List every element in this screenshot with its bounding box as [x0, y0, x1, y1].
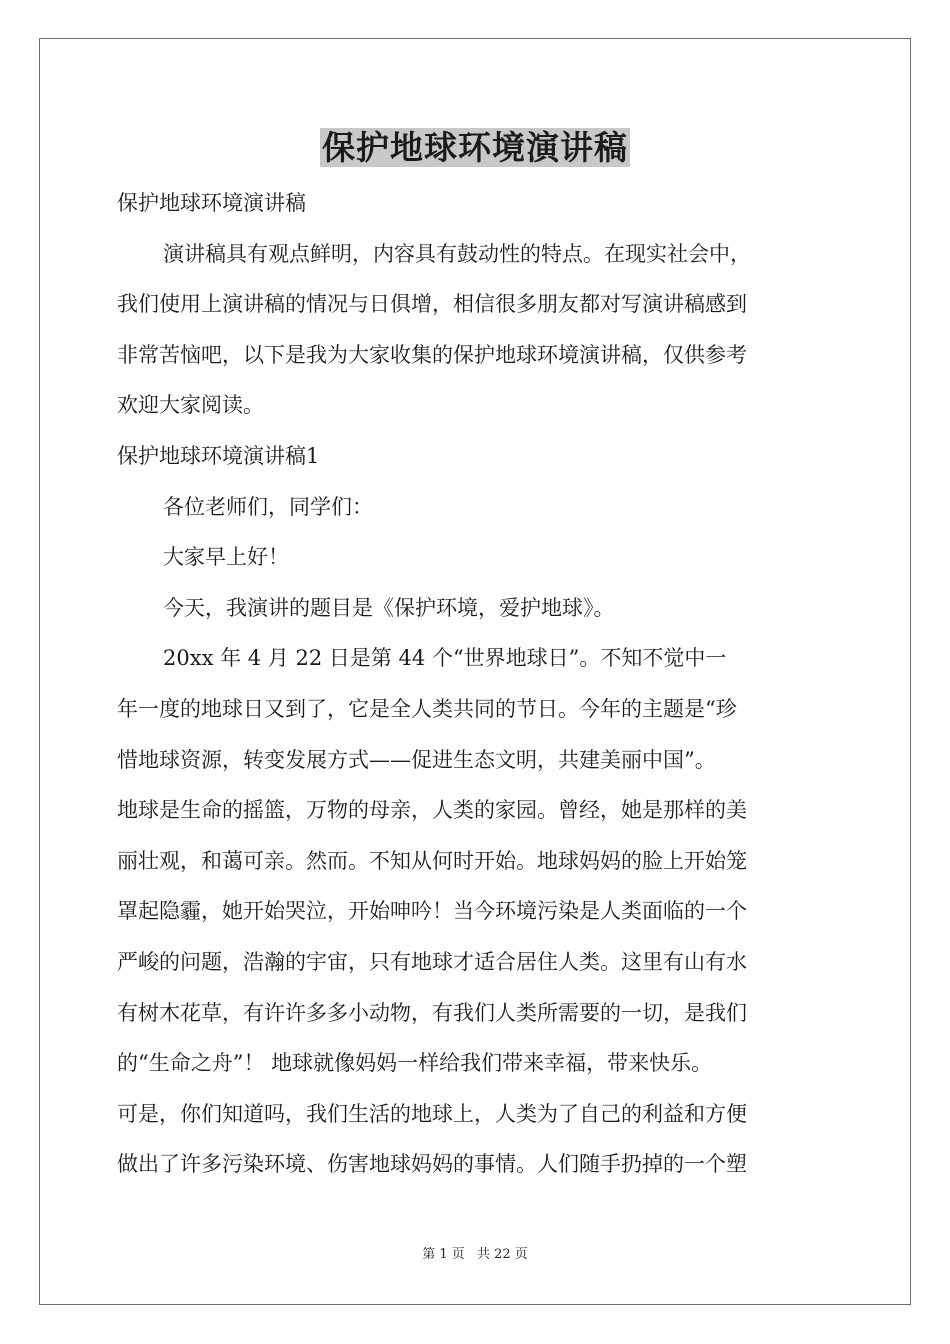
text-line: 惜地球资源，转变发展方式——促进生态文明，共建美丽中国”。	[117, 747, 716, 772]
section-heading: 保护地球环境演讲稿1	[117, 443, 320, 468]
document-title	[0, 128, 950, 168]
text-line: 欢迎大家阅读。	[117, 393, 264, 418]
text-line: 做出了许多污染环境、伤害地球妈妈的事情。人们随手扔掉的一个塑	[117, 1152, 747, 1177]
text-line: 严峻的问题，浩瀚的宇宙，只有地球才适合居住人类。这里有山有水	[117, 949, 747, 974]
document-body	[117, 178, 835, 1190]
page-total: 共 22 页	[476, 1247, 528, 1262]
page-number: 第 1 页	[422, 1247, 465, 1262]
text-line: 丽壮观，和蔼可亲。然而。不知从何时开始。地球妈妈的脸上开始笼	[117, 848, 747, 873]
text-line: 年一度的地球日又到了，它是全人类共同的节日。今年的主题是“珍	[117, 696, 737, 721]
text-line: 非常苦恼吧，以下是我为大家收集的保护地球环境演讲稿，仅供参考	[117, 342, 747, 367]
text-line: 的“生命之舟”！ 地球就像妈妈一样给我们带来幸福，带来快乐。	[117, 1051, 713, 1076]
page-footer	[0, 1246, 950, 1264]
subtitle-line: 保护地球环境演讲稿	[117, 191, 306, 215]
text-line: 今天，我演讲的题目是《保护环境，爱护地球》。	[163, 595, 615, 620]
text-line: 各位老师们，同学们：	[163, 494, 373, 519]
text-line: 地球是生命的摇篮，万物的母亲，人类的家园。曾经，她是那样的美	[117, 798, 747, 823]
text-line: 罩起隐霾，她开始哭泣，开始呻吟！当今环境污染是人类面临的一个	[117, 899, 747, 924]
text-line: 我们使用上演讲稿的情况与日俱增，相信很多朋友都对写演讲稿感到	[117, 292, 747, 317]
text-line: 大家早上好！	[163, 545, 289, 570]
text-line: 有树木花草，有许许多多小动物，有我们人类所需要的一切，是我们	[117, 1000, 747, 1025]
document-title-text: 保护地球环境演讲稿	[322, 128, 628, 167]
text-line: 演讲稿具有观点鲜明，内容具有鼓动性的特点。在现实社会中，	[163, 241, 751, 266]
text-line: 20xx 年 4 月 22 日是第 44 个“世界地球日”。不知不觉中一	[163, 646, 727, 671]
text-line: 可是，你们知道吗，我们生活的地球上，人类为了自己的利益和方便	[117, 1101, 747, 1126]
